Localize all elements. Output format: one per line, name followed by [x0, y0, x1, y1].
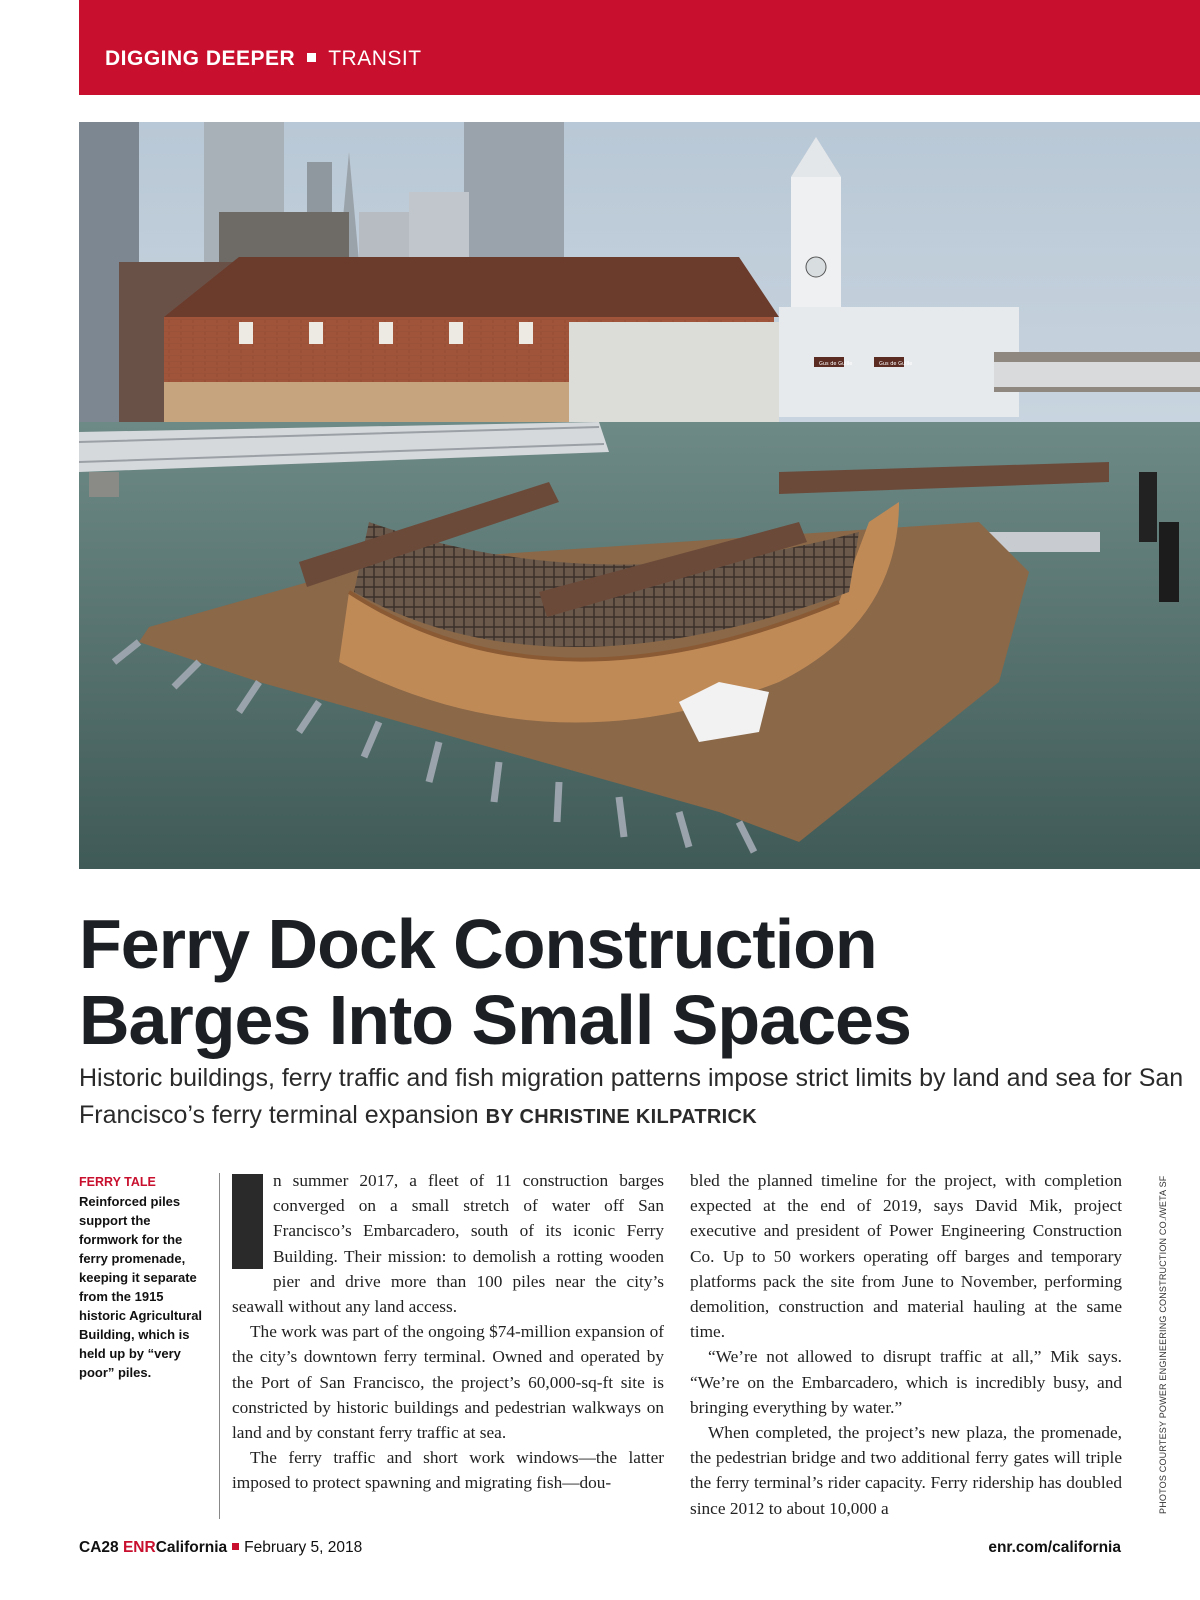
ferry-dock-construction-photo [79, 122, 1200, 869]
issue-date: February 5, 2018 [244, 1539, 363, 1556]
caption-body: Reinforced piles support the formwork for the ferry promenade, keeping it separate from the 1915 historic Agricultural Building, which is held up by “very poor” piles. [79, 1194, 203, 1380]
byline: BY CHRISTINE KILPATRICK [485, 1106, 758, 1128]
article-headline [79, 906, 1189, 1058]
headline-line-1: Ferry Dock Construction [79, 905, 877, 983]
headline-line-2: Barges Into Small Spaces [79, 981, 911, 1059]
article-deck [79, 1060, 1189, 1136]
separator-square-icon [307, 53, 316, 62]
section-header-bar [79, 0, 1200, 95]
paragraph: n summer 2017, a fleet of 11 construction barges converged on a small stretch of water off San Francisco’s Embarcadero, south of its iconic Ferry Building. Their mission: to demolish a rotting wooden pier and drive more than 100 piles near the city’s seawall without any land access. [232, 1171, 664, 1317]
magazine-region: California [155, 1539, 228, 1556]
section-kicker: DIGGING DEEPER [105, 47, 296, 70]
section-label [105, 47, 422, 71]
body-column-1 [232, 1168, 664, 1496]
paragraph: The work was part of the ongoing $74-million expansion of the city’s downtown ferry terminal. Owned and operated by the Port of San Francisco, the project’s 60,000-sq-ft site is constricted by historic buildings and pedestrian walkways on land and by constant ferry traffic at sea. [232, 1322, 664, 1443]
svg-text:Gus de Guille: Gus de Guille [819, 361, 853, 367]
photo-caption [79, 1173, 209, 1382]
drop-cap-i [232, 1174, 263, 1269]
column-divider [219, 1173, 220, 1519]
deck-text: Historic buildings, ferry traffic and fish migration patterns impose strict limits by land and sea for San Francisco’s ferry terminal expansion [79, 1064, 1184, 1129]
paragraph: bled the planned timeline for the project, with completion expected at the end of 2019, says David Mik, project executive and president of Power Engineering Construction Co. Up to 50 workers operating off barges and temporary platforms pack the site from June to November, performing demolition, construction and material hauling at the same time. [690, 1171, 1122, 1342]
separator-square-icon [232, 1543, 239, 1550]
footer-url[interactable]: enr.com/california [988, 1539, 1121, 1556]
hero-photo [79, 122, 1200, 869]
footer-folio [79, 1539, 362, 1557]
paragraph: When completed, the project’s new plaza, the promenade, the pedestrian bridge and two additional ferry gates will triple the ferry terminal’s rider capacity. Ferry ridership has doubled since 2012 to about 10,000 a [690, 1423, 1122, 1518]
photo-credit: PHOTOS COURTESY POWER ENGINEERING CONSTRUCTION CO./WETA SF [1158, 1175, 1168, 1514]
caption-title: FERRY TALE [79, 1175, 156, 1189]
paragraph: The ferry traffic and short work windows—the latter imposed to protect spawning and migrating fish—dou- [232, 1448, 664, 1493]
agricultural-building [164, 257, 779, 442]
page-footer [79, 1539, 1121, 1561]
paragraph: “We’re not allowed to disrupt traffic at all,” Mik says. “We’re on the Embarcadero, which is incredibly busy, and bringing everything by water.” [690, 1347, 1122, 1417]
magazine-brand: ENR [122, 1539, 156, 1556]
svg-text:Gus de Guille: Gus de Guille [879, 361, 913, 367]
page-number: CA28 [79, 1539, 119, 1556]
section-topic: TRANSIT [328, 47, 422, 70]
body-column-2 [690, 1168, 1122, 1521]
